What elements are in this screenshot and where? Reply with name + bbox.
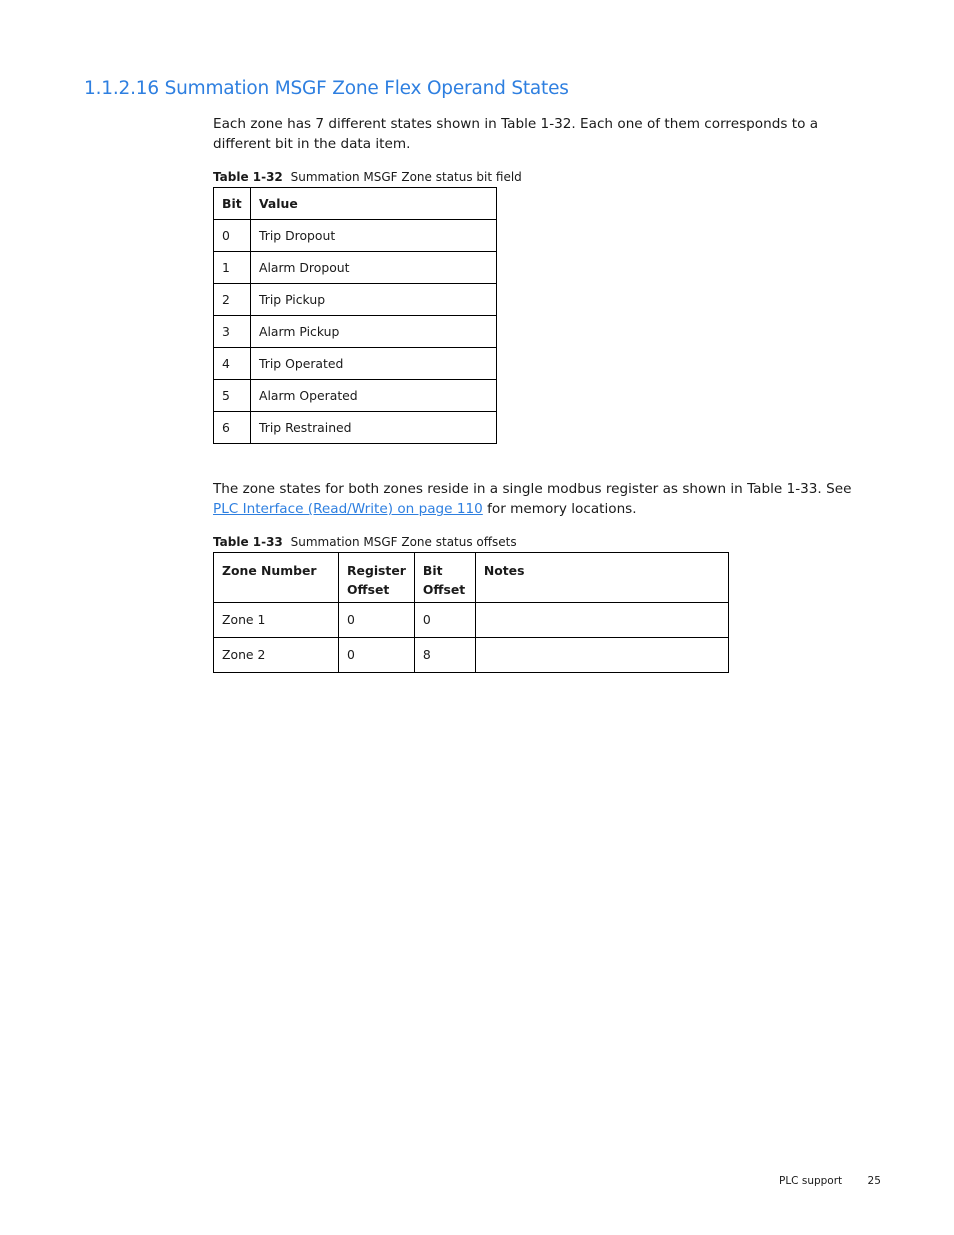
table-33-caption-number: Table 1-33 bbox=[213, 535, 283, 549]
value-cell: Trip Dropout bbox=[251, 220, 497, 252]
register-paragraph-tail: for memory locations. bbox=[482, 501, 637, 517]
bit-cell: 3 bbox=[214, 316, 251, 348]
table-row bbox=[214, 316, 497, 348]
bit-cell: 0 bbox=[214, 220, 251, 252]
register-offset-cell: 0 bbox=[339, 638, 415, 673]
footer-section-name: PLC support bbox=[779, 1175, 843, 1187]
value-cell: Trip Restrained bbox=[251, 412, 497, 444]
value-cell: Alarm Pickup bbox=[251, 316, 497, 348]
column-header-value: Value bbox=[251, 188, 497, 220]
zone-number-cell: Zone 1 bbox=[214, 603, 339, 638]
register-paragraph bbox=[213, 479, 873, 519]
zone-status-offsets-table bbox=[213, 552, 729, 673]
bit-cell: 5 bbox=[214, 380, 251, 412]
bit-cell: 6 bbox=[214, 412, 251, 444]
table-header-row bbox=[214, 188, 497, 220]
notes-cell bbox=[475, 638, 728, 673]
table-32-caption bbox=[213, 170, 522, 184]
table-row bbox=[214, 220, 497, 252]
register-offset-cell: 0 bbox=[339, 603, 415, 638]
notes-cell bbox=[475, 603, 728, 638]
value-cell: Trip Operated bbox=[251, 348, 497, 380]
table-33-caption bbox=[213, 535, 517, 549]
column-header-zone-number: Zone Number bbox=[214, 553, 339, 603]
table-32-caption-number: Table 1-32 bbox=[213, 170, 283, 184]
table-32-caption-text: Summation MSGF Zone status bit field bbox=[290, 170, 522, 184]
table-row bbox=[214, 603, 729, 638]
plc-interface-link[interactable]: PLC Interface (Read/Write) on page 110 bbox=[213, 501, 483, 517]
column-header-notes: Notes bbox=[475, 553, 728, 603]
table-row bbox=[214, 348, 497, 380]
value-cell: Alarm Dropout bbox=[251, 252, 497, 284]
bit-cell: 2 bbox=[214, 284, 251, 316]
table-row bbox=[214, 380, 497, 412]
column-header-bit: Bit bbox=[214, 188, 251, 220]
column-header-register-offset: Register Offset bbox=[339, 553, 415, 603]
bit-offset-cell: 0 bbox=[414, 603, 475, 638]
table-row bbox=[214, 252, 497, 284]
footer-page-number: 25 bbox=[867, 1175, 881, 1187]
table-row bbox=[214, 412, 497, 444]
intro-paragraph: Each zone has 7 different states shown in Table 1-32. Each one of them corresponds to a different bit in the data item. bbox=[213, 116, 819, 152]
table-row bbox=[214, 284, 497, 316]
bit-cell: 1 bbox=[214, 252, 251, 284]
value-cell: Trip Pickup bbox=[251, 284, 497, 316]
zone-number-cell: Zone 2 bbox=[214, 638, 339, 673]
bit-offset-cell: 8 bbox=[414, 638, 475, 673]
table-33-caption-text: Summation MSGF Zone status offsets bbox=[290, 535, 517, 549]
table-row bbox=[214, 638, 729, 673]
value-cell: Alarm Operated bbox=[251, 380, 497, 412]
bit-cell: 4 bbox=[214, 348, 251, 380]
page-footer bbox=[779, 1175, 881, 1187]
table-header-row bbox=[214, 553, 729, 603]
register-paragraph-text: The zone states for both zones reside in a single modbus register as shown in Table 1-33. See bbox=[213, 481, 852, 497]
section-heading: 1.1.2.16 Summation MSGF Zone Flex Operand States bbox=[84, 78, 569, 99]
zone-status-bit-field-table bbox=[213, 187, 497, 444]
column-header-bit-offset: Bit Offset bbox=[414, 553, 475, 603]
